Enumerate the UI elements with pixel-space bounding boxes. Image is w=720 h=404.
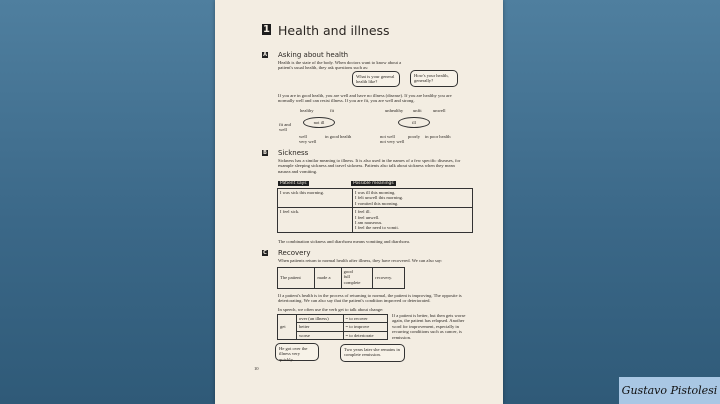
diagram-left-word: very well: [299, 139, 317, 144]
chapter-number: 1: [263, 24, 270, 35]
section-b-footer: The combination sickness and diarrhoea means vomiting and diarrhoea.: [278, 239, 411, 244]
speech-bubble: Two years later she remains in complete remission.: [340, 344, 405, 362]
get-phrase: better: [297, 323, 344, 331]
section-c-para1: If a patient's health is in the process of returning to normal, the patient is improving. The opposite is deteriorating. We can also say that the patient's condition improved or deteriorated.: [278, 293, 462, 304]
page-title: Health and illness: [278, 23, 390, 38]
meaning: I feel ill.: [355, 209, 371, 215]
possible-meanings: [353, 189, 473, 208]
section-c-intro: When patients return to normal health after illness, they have recovered. We can also say:: [278, 258, 443, 263]
table-row: [278, 315, 388, 323]
section-a-intro: Health is the state of the body. When doctors want to know about a patient's usual health, they ask questions such as:: [278, 60, 402, 71]
section-a-label: A: [263, 52, 267, 58]
section-c-para2: In speech, we often use the verb get to talk about change:: [278, 307, 384, 312]
recovery-table: [277, 267, 405, 289]
table-row: [278, 189, 473, 208]
speech-bubble: How's your health, generally?: [410, 70, 458, 87]
section-b-title: Sickness: [278, 149, 309, 157]
get-meaning: = to improve: [343, 323, 388, 331]
table-row: [278, 208, 473, 233]
meaning: I felt unwell this morning.: [355, 195, 404, 201]
section-b-para: Sickness has a similar meaning to illness. It is also used in the names of a few specific diseases, for example sleeping sickness and travel sickness. Patients also talk about sickness when they mean nausea and vomiting.: [278, 158, 461, 174]
meaning: I am nauseous.: [355, 220, 383, 226]
table-header: Possible meanings: [353, 181, 394, 186]
diagram-right-center: ill: [398, 117, 430, 128]
section-a-title: Asking about health: [278, 51, 349, 59]
meaning: I vomited this morning.: [355, 200, 399, 206]
adjective: complete: [343, 279, 361, 285]
diagram-left-word: healthy: [300, 108, 314, 113]
section-c-label: C: [263, 250, 267, 256]
meaning: I feel the need to vomit.: [355, 225, 399, 231]
patient-says: I feel sick.: [278, 208, 353, 233]
speech-bubble: He got over the illness very quickly.: [275, 343, 319, 361]
adjective: good: [343, 269, 353, 274]
side-note: If a patient is better, but then gets worse again, the patient has relapsed. Another word for improvement, especially in recurring conditions such as cancer, is remission.: [392, 313, 466, 340]
get-meaning: = to deteriorate: [343, 331, 388, 339]
diagram-right-word: unfit: [413, 108, 422, 113]
diagram-right-word: poorly: [408, 134, 420, 139]
section-c-title: Recovery: [278, 249, 311, 257]
document-page: [215, 0, 503, 404]
diagram-left-word: fit and well: [279, 122, 291, 133]
diagram-left-word: well: [299, 134, 307, 139]
section-a-para: If you are in good health, you are well and have no illness (disease). If you are healthy you are normally well and can resist illness. If you are fit, you are well and strong.: [278, 93, 452, 104]
diagram-left-center: not ill: [303, 117, 335, 128]
diagram-right-word: not well: [380, 134, 395, 139]
diagram-left-word: fit: [330, 108, 335, 113]
meaning: I feel unwell.: [355, 214, 380, 220]
get-meaning: = to recover: [343, 315, 388, 323]
possible-meanings: [353, 208, 473, 233]
watermark-signature: Gustavo Pistolesi: [619, 377, 720, 404]
table-header: Patient says: [280, 181, 307, 186]
patient-says: I was sick this morning.: [278, 189, 353, 208]
adjective-cell: [341, 268, 373, 289]
sickness-table: [277, 181, 473, 233]
diagram-right-word: not very well: [380, 139, 405, 144]
subject-cell: The patient: [278, 268, 315, 289]
diagram-right-word: unhealthy: [385, 108, 404, 113]
get-phrase: over (an illness): [297, 315, 344, 323]
get-cell: get: [278, 315, 297, 340]
speech-bubble: What is your general health like?: [352, 71, 400, 87]
diagram-right-word: unwell: [433, 108, 446, 113]
section-b-label: B: [263, 150, 267, 156]
diagram-left-word: in good health: [325, 134, 352, 139]
get-phrase: worse: [297, 331, 344, 339]
page-number: 10: [254, 366, 259, 371]
get-table: [277, 314, 388, 340]
diagram-right-word: in poor health: [425, 134, 451, 139]
meaning: I was ill this morning.: [355, 190, 396, 195]
verb-cell: made a: [315, 268, 341, 289]
adjective: full: [343, 274, 350, 280]
noun-cell: recovery.: [373, 268, 405, 289]
